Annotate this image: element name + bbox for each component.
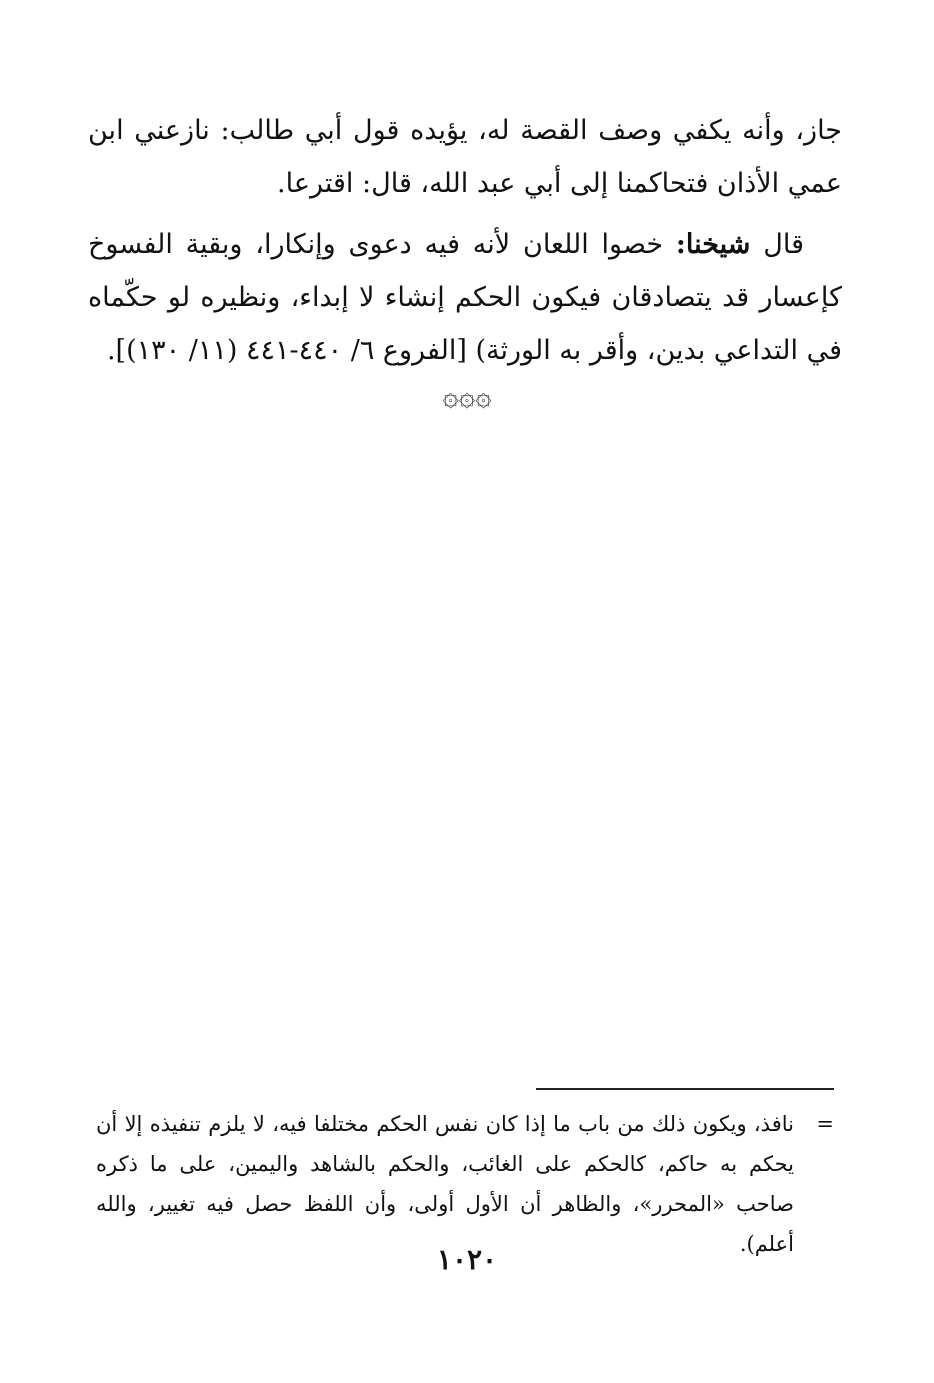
paragraph-2-lead: قال: [763, 229, 804, 260]
section-divider-ornament: ۞۞۞: [442, 379, 492, 412]
footnote-entry: [96, 1104, 834, 1264]
paragraph-2: [88, 218, 842, 377]
footnote-block: [96, 1104, 834, 1264]
shaykhuna-heading: شيخنا:: [675, 229, 751, 260]
footnote-text: نافذ، ويكون ذلك من باب ما إذا كان نفس الحكم مختلفا فيه، لا يلزم تنفيذه إلا أن يحكم به حاكم، كالحكم على الغائب، والحكم بالشاهد واليمين، على ما ذكره صاحب «المحرر»، والظاهر أن الأول أولى، وأن اللفظ حصل فيه تغيير، والله أعلم).: [96, 1112, 794, 1256]
paragraph-2-body: خصوا اللعان لأنه فيه دعوى وإنكارا، وبقية الفسوخ كإعسار قد يتصادقان فيكون الحكم إنشاء لا إبداء، ونظيره لو حكّماه في التداعي بدين، وأقر به الورثة) [الفروع ٦/ ٤٤٠-٤٤١ (١١/ ١٣٠)].: [88, 229, 842, 366]
main-text-block: [88, 104, 842, 377]
footnote-separator: [536, 1088, 834, 1090]
page-number: ١٠٢٠: [436, 1243, 498, 1276]
paragraph-1: جاز، وأنه يكفي وصف القصة له، يؤيده قول أبي طالب: نازعني ابن عمي الأذان فتحاكمنا إلى أبي عبد الله، قال: اقترعا.: [88, 115, 842, 199]
footnote-continuation-marker: =: [816, 1112, 834, 1136]
